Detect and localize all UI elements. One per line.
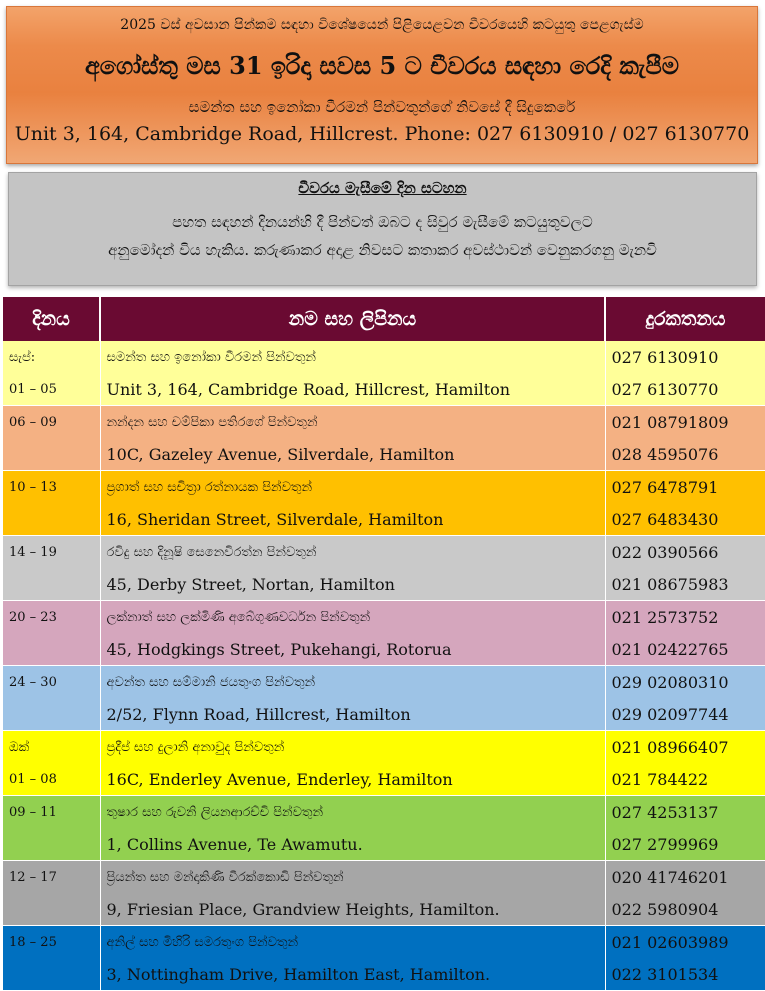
table-row	[3, 731, 765, 764]
family-name: ලක්නාත් සහ ලක්මිණි අබේගුණවර්ධන පින්වතුන්	[100, 601, 605, 634]
phone-number: 021 08966407	[605, 731, 765, 764]
family-name: ප්‍රියන්ත සහ මන්දාකිණි වීරක්කොඩි පින්වතුන්	[100, 861, 605, 894]
phone-number: 020 41746201	[605, 861, 765, 894]
table-row	[3, 406, 765, 439]
date-cell	[3, 633, 100, 666]
family-name: සමන්ත සහ ඉනෝකා වීරමන් පින්වතුන්	[100, 341, 605, 373]
table-row	[3, 958, 765, 991]
notice-line-2: අනුමෝදන් විය හැකිය. කරුණාකර අදාළ නිවසට කතාකර අවස්ථාවන් වෙනුකරගනු මැනවි	[108, 241, 657, 259]
table-row	[3, 633, 765, 666]
phone-number: 027 6483430	[605, 503, 765, 536]
date-cell	[3, 828, 100, 861]
family-name: තුෂාර සහ රුවනි ලියනආරච්චි පින්වතුන්	[100, 796, 605, 829]
date-cell: 06 – 09	[9, 414, 57, 430]
date-cell: 09 – 11	[9, 804, 57, 820]
address: 16C, Enderley Avenue, Enderley, Hamilton	[100, 763, 605, 796]
phone-number: 021 2573752	[605, 601, 765, 634]
header-title: අගෝස්තු මස 31 ඉරිදා සවස 5 ට චීවරය සඳහා රෙදි කැපීම	[84, 51, 680, 80]
address: 45, Hodgkings Street, Pukehangi, Rotorua	[100, 633, 605, 666]
table-row	[3, 503, 765, 536]
header-host: සමන්ත සහ ඉනෝකා වීරමන් පින්වතුන්ගේ නිවසේ දී සිදුකෙරේ	[188, 98, 576, 116]
family-name: ප්‍රදීප් සහ දුලානි අනාවුද පින්වතුන්	[100, 731, 605, 764]
table-row	[3, 828, 765, 861]
table-header-row	[3, 297, 765, 341]
date-cell: 14 – 19	[9, 544, 57, 560]
date-cell	[3, 698, 100, 731]
address: 10C, Gazeley Avenue, Silverdale, Hamilton	[100, 438, 605, 471]
date-cell	[3, 568, 100, 601]
table-row	[3, 568, 765, 601]
phone-number: 021 02603989	[605, 926, 765, 959]
date-cell: 24 – 30	[9, 674, 57, 690]
date-cell: 12 – 17	[9, 869, 57, 885]
notice-heading: චීවරය මැසීමේ දින සටහන	[298, 179, 467, 197]
table-row	[3, 926, 765, 959]
date-cell: සැප්:	[9, 349, 36, 365]
address: 2/52, Flynn Road, Hillcrest, Hamilton	[100, 698, 605, 731]
phone-number: 027 4253137	[605, 796, 765, 829]
address: Unit 3, 164, Cambridge Road, Hillcrest, Hamilton	[100, 373, 605, 406]
table-row	[3, 536, 765, 569]
table-row	[3, 341, 765, 373]
phone-number: 029 02097744	[605, 698, 765, 731]
table-row	[3, 438, 765, 471]
phone-number: 022 0390566	[605, 536, 765, 569]
table-row	[3, 666, 765, 699]
phone-number: 022 3101534	[605, 958, 765, 991]
table-row	[3, 373, 765, 406]
address: 1, Collins Avenue, Te Awamutu.	[100, 828, 605, 861]
date-cell: ඔක්	[9, 739, 30, 755]
family-name: නන්දන සහ චම්පිකා පතිරගේ පින්වතුන්	[100, 406, 605, 439]
notice-line-1: පහත සඳහන් දිනයන්හි දී පින්වත් ඔබට ද සිවුර මැසීමේ කටයුතුවලට	[172, 213, 593, 231]
table-row	[3, 763, 765, 796]
phone-number: 027 6130770	[605, 373, 765, 406]
table-row	[3, 893, 765, 926]
header-phone: දුරකතනය	[605, 297, 765, 341]
table-row	[3, 796, 765, 829]
date-cell: 01 – 08	[3, 763, 100, 796]
table-row	[3, 601, 765, 634]
phone-number: 029 02080310	[605, 666, 765, 699]
header-name-address: නම සහ ලිපිනය	[100, 297, 605, 341]
table-row	[3, 861, 765, 894]
date-cell	[3, 893, 100, 926]
date-cell	[3, 958, 100, 991]
phone-number: 021 02422765	[605, 633, 765, 666]
table-row	[3, 698, 765, 731]
family-name: රවිදු සහ දිනූෂි සෙනෙවිරත්න පින්වතුන්	[100, 536, 605, 569]
address: 9, Friesian Place, Grandview Heights, Hamilton.	[100, 893, 605, 926]
address: 45, Derby Street, Nortan, Hamilton	[100, 568, 605, 601]
family-name: ප්‍රගාත් සහ සචිත්‍රා රත්නායක පින්වතුන්	[100, 471, 605, 504]
address: 3, Nottingham Drive, Hamilton East, Hamilton.	[100, 958, 605, 991]
schedule-body	[3, 341, 765, 991]
address: 16, Sheridan Street, Silverdale, Hamilton	[100, 503, 605, 536]
header-date: දිනය	[3, 297, 100, 341]
date-cell	[3, 503, 100, 536]
date-cell: 20 – 23	[9, 609, 57, 625]
header-line-1: 2025 වස් අවසාන පින්කම සඳහා විශේෂයෙන් පිළියෙළවන චීවරයෙහි කටයුතු පෙළගැස්ම	[120, 17, 644, 33]
phone-number: 022 5980904	[605, 893, 765, 926]
phone-number: 027 2799969	[605, 828, 765, 861]
phone-number: 021 08675983	[605, 568, 765, 601]
table-row	[3, 471, 765, 504]
date-cell	[3, 438, 100, 471]
phone-number: 021 784422	[605, 763, 765, 796]
date-cell: 18 – 25	[9, 934, 57, 950]
phone-number: 027 6478791	[605, 471, 765, 504]
phone-number: 028 4595076	[605, 438, 765, 471]
date-cell: 01 – 05	[3, 373, 100, 406]
family-name: අනිල් සහ මිහිරි සමරතුංග පින්වතුන්	[100, 926, 605, 959]
notice-box	[8, 172, 757, 286]
family-name: අවන්ත සහ සම්මානි ජයතුංග පින්වතුන්	[100, 666, 605, 699]
date-cell: 10 – 13	[9, 479, 57, 495]
phone-number: 027 6130910	[605, 341, 765, 373]
header-banner	[6, 6, 758, 164]
phone-number: 021 08791809	[605, 406, 765, 439]
schedule-table	[3, 297, 765, 991]
header-address: Unit 3, 164, Cambridge Road, Hillcrest. Phone: 027 6130910 / 027 6130770	[14, 123, 750, 145]
